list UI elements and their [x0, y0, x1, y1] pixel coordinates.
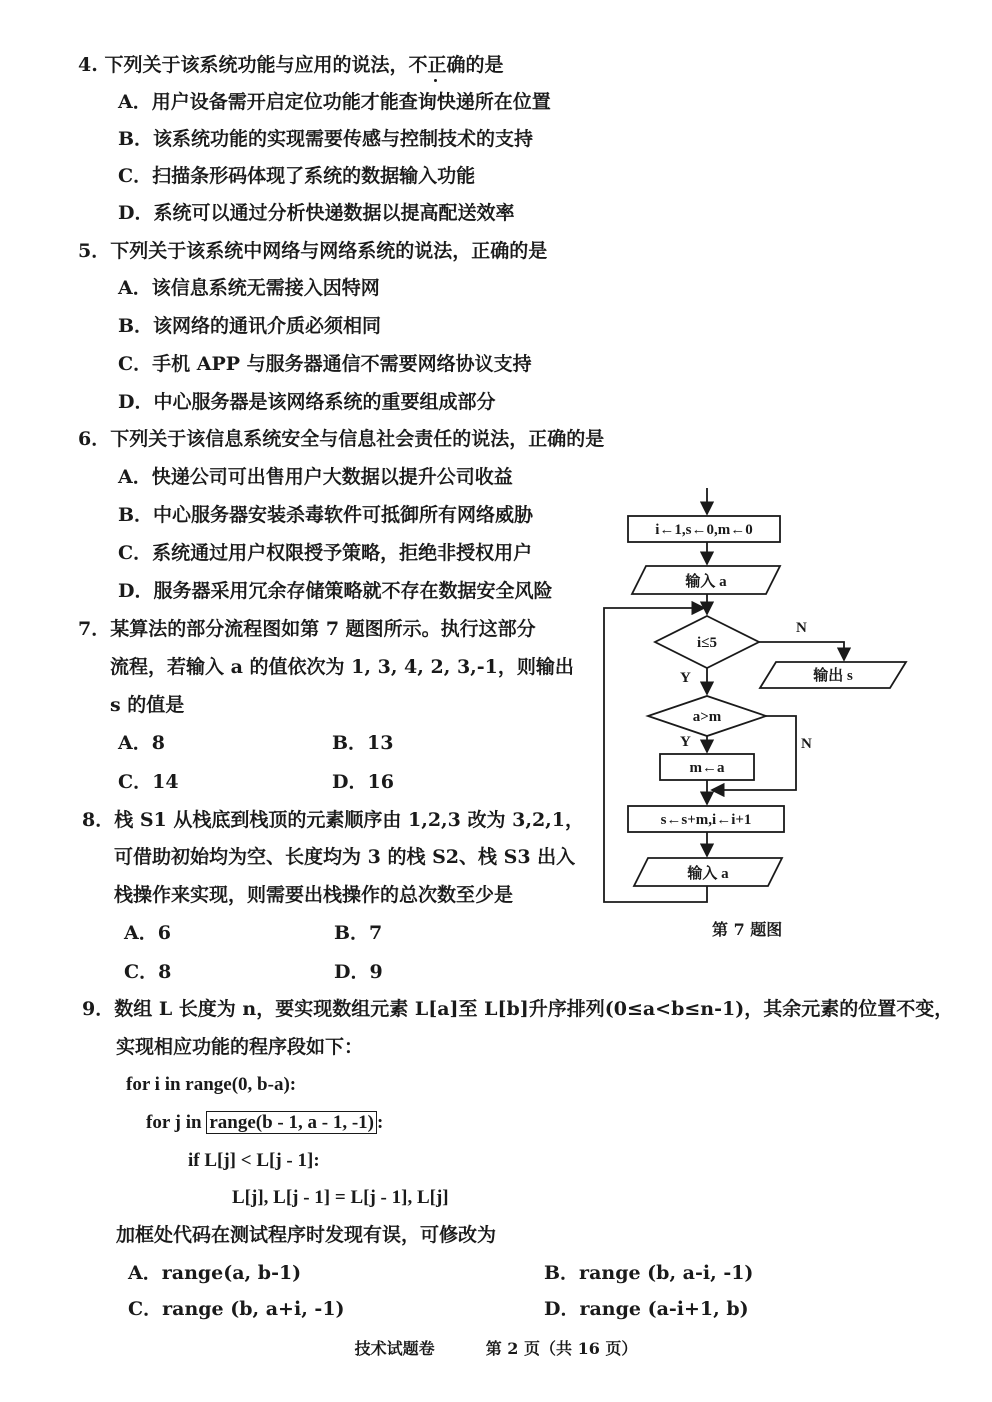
question-9-line-1: 9．数组 L 长度为 n，要实现数组元素 L[a]至 L[b]升序排列(0≤a<b≤n-1)，其余元素的位置不变， — [82, 998, 954, 1020]
question-9-line-3: 加框处代码在测试程序时发现有误，可修改为 — [116, 1224, 497, 1246]
question-7-line-2: 流程，若输入 a 的值依次为 1, 3, 4, 2, 3,-1，则输出 — [110, 656, 574, 678]
q7-option-d: D．16 — [332, 771, 394, 793]
footer-page-number: 第 2 页（共 16 页） — [485, 1339, 638, 1358]
q9-option-b: B．range (b, a-i, -1) — [544, 1262, 754, 1284]
footer-title: 技术试题卷 — [354, 1339, 435, 1358]
input-label-2: 输入 a — [687, 866, 729, 882]
q4-option-d: D．系统可以通过分析快递数据以提高配送效率 — [118, 202, 515, 224]
q8-option-d: D．9 — [334, 961, 383, 983]
q7-option-b: B．13 — [332, 732, 394, 754]
input-label-1: 输入 a — [685, 574, 727, 590]
q4-option-b: B．该系统功能的实现需要传感与控制技术的支持 — [118, 128, 534, 150]
question-7-line-3: s 的值是 — [110, 694, 185, 716]
q8-option-a: A．6 — [124, 922, 171, 944]
question-9-line-2: 实现相应功能的程序段如下： — [116, 1036, 364, 1058]
code-line-2-prefix: for j in — [146, 1112, 207, 1133]
q6-option-a: A．快递公司可出售用户大数据以提升公司收益 — [118, 466, 513, 488]
question-6-stem: 6．下列关于该信息系统安全与信息社会责任的说法，正确的是 — [78, 428, 605, 450]
stem-text: 下列关于该系统功能与应用的说法， — [104, 54, 409, 76]
code-line-2-suffix: : — [376, 1112, 384, 1133]
code-line-3: if L[j] < L[j - 1]: — [188, 1150, 320, 1171]
q5-option-c: C．手机 APP 与服务器通信不需要网络协议支持 — [118, 353, 532, 375]
q4-option-c: C．扫描条形码体现了系统的数据输入功能 — [118, 165, 476, 187]
assign-m-label: m←a — [689, 760, 725, 776]
n-label-2: N — [801, 736, 812, 752]
q5-option-b: B．该网络的通讯介质必须相同 — [118, 315, 382, 337]
q6-option-b: B．中心服务器安装杀毒软件可抵御所有网络威胁 — [118, 504, 534, 526]
stem-text-end: 的是 — [465, 54, 504, 76]
question-8-line-2: 可借助初始均为空、长度均为 3 的栈 S2、栈 S3 出入 — [114, 846, 576, 868]
q5-option-a: A．该信息系统无需接入因特网 — [118, 277, 380, 299]
question-8-line-3: 栈操作来实现，则需要出栈操作的总次数至少是 — [114, 884, 514, 906]
boxed-code: range(b - 1, a - 1, -1) — [206, 1111, 377, 1134]
code-line-2 — [146, 1111, 383, 1135]
question-8-line-1: 8．栈 S1 从栈底到栈顶的元素顺序由 1,2,3 改为 3,2,1， — [82, 809, 585, 831]
cond2-label: a>m — [692, 709, 722, 725]
question-number: 4. — [78, 54, 98, 76]
q6-option-c: C．系统通过用户权限授予策略，拒绝非授权用户 — [118, 542, 533, 564]
q6-option-d: D．服务器采用冗余存储策略就不存在数据安全风险 — [118, 580, 553, 602]
y-label-1: Y — [680, 670, 691, 686]
q8-option-b: B．7 — [334, 922, 383, 944]
code-line-1: for i in range(0, b-a): — [126, 1074, 297, 1095]
question-5-stem: 5．下列关于该系统中网络与网络系统的说法，正确的是 — [78, 240, 548, 262]
n-label-1: N — [796, 620, 807, 636]
question-4-stem — [78, 53, 504, 77]
page-footer — [0, 1336, 992, 1359]
emphasized-text: 不正确 — [408, 54, 466, 76]
q9-option-c: C．range (b, a+i, -1) — [128, 1298, 345, 1320]
q7-option-a: A．8 — [118, 732, 165, 754]
y-label-2: Y — [680, 734, 691, 750]
code-line-4: L[j], L[j - 1] = L[j - 1], L[j] — [232, 1187, 449, 1208]
q7-option-c: C．14 — [118, 771, 179, 793]
question-7-line-1: 7．某算法的部分流程图如第 7 题图所示。执行这部分 — [78, 618, 536, 640]
flowchart-figure-7 — [596, 484, 916, 914]
q8-option-c: C．8 — [124, 961, 172, 983]
figure-caption: 第 7 题图 — [712, 920, 783, 939]
q4-option-a: A．用户设备需开启定位功能才能查询快递所在位置 — [118, 91, 551, 113]
cond1-label: i≤5 — [697, 635, 717, 651]
init-label: i←1,s←0,m←0 — [655, 522, 753, 538]
q9-option-a: A．range(a, b-1) — [128, 1262, 302, 1284]
q9-option-d: D．range (a-i+1, b) — [544, 1298, 749, 1320]
q5-option-d: D．中心服务器是该网络系统的重要组成部分 — [118, 391, 496, 413]
update-label: s←s+m,i←i+1 — [660, 812, 752, 828]
output-label: 输出 s — [813, 668, 853, 684]
